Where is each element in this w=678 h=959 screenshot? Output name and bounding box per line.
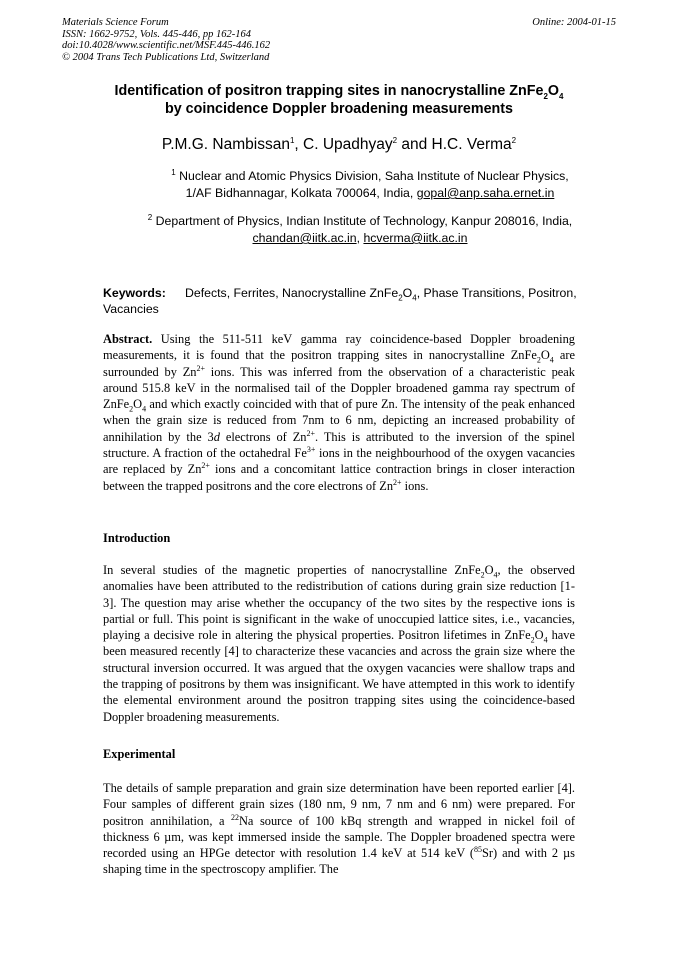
body-text: In several studies of the magnetic properties of nanocrystalline ZnFe (103, 563, 481, 577)
paper-title (60, 82, 618, 118)
copyright-line: © 2004 Trans Tech Publications Ltd, Switzerland (62, 51, 270, 63)
body-text: , the observed anomalies have been attributed to the redistribution of cations during grain size reduction [1-3]. The question may arise whether the occupancy of the two sites by the respective ions is partial or full. This point is significant in the wake of unoccupied lattice sites, i.e., vacancies, playing a decisive role in altering the physical properties. Positron lifetimes in ZnFe (103, 563, 575, 643)
body-text: The details of sample preparation and grain size determination have been reported earlier [4]. Four samples of different grain sizes (180 nm, 9 nm, 7 nm and 6 nm) were prepared. For positron annihilation, a (103, 781, 575, 828)
abstract-text: ions. This was inferred from the observation of a characteristic peak around 515.8 keV in the normalised tail of the Doppler broadened gamma ray spectrum of ZnFe (103, 364, 575, 412)
journal-header (62, 17, 270, 63)
keywords-text: , Phase Transitions, Positron, Vacancies (103, 286, 577, 316)
abstract-label: Abstract. (103, 332, 153, 346)
body-text: O (484, 563, 494, 577)
experimental-paragraph (103, 780, 575, 878)
author-list (60, 135, 618, 155)
affiliation-text: 1/AF Bidhannagar, Kolkata 700064, India, (185, 186, 417, 200)
section-heading-introduction: Introduction (103, 531, 171, 545)
keywords-text: O (402, 286, 413, 300)
superscript: 85 (474, 845, 482, 855)
subscript: 2 (398, 293, 403, 303)
superscript: 22 (230, 812, 239, 822)
superscript: 3+ (306, 444, 316, 454)
affiliation-mark: 2 (392, 135, 398, 145)
abstract-text: Using the 511-511 keV gamma ray coincidence-based Doppler broadening measurements, it is found that the positron trapping sites in nanocrystalline ZnFe (103, 332, 575, 363)
abstract-text: O (540, 348, 550, 363)
subscript: 4 (543, 635, 548, 645)
title-line-2: by coincidence Doppler broadening measurements (165, 101, 513, 117)
superscript: 2+ (196, 363, 205, 373)
abstract-text: ions in the neighbourhood of the oxygen vacancies are replaced by Zn (103, 446, 575, 477)
affiliation-text: Department of Physics, Indian Institute of Technology, Kanpur 208016, India, (152, 214, 573, 228)
affiliation-line (100, 230, 620, 247)
affiliation-mark: 1 (289, 135, 295, 145)
subscript: 4 (549, 355, 554, 365)
keywords-label: Keywords: (103, 286, 166, 300)
subscript: 2 (530, 635, 535, 645)
keywords (103, 285, 583, 317)
subscript: 2 (480, 570, 485, 580)
superscript: 2+ (306, 428, 316, 438)
abstract-text: and which exactly coincided with that of pure Zn. The intensity of the peak enhanced when the grain size is reduced from 7nm to 6 nm, depicting an increased probability of annihilation by the 3 (103, 397, 575, 444)
affiliation-1 (150, 168, 590, 202)
author-name: and H.C. Verma (397, 136, 512, 153)
online-date: Online: 2004-01-15 (532, 17, 616, 28)
subscript: 2 (536, 355, 541, 365)
abstract (103, 331, 575, 494)
subscript: 2 (543, 91, 548, 101)
title-text: O (547, 83, 560, 99)
introduction-paragraph (103, 562, 575, 725)
abstract-text: d (213, 429, 220, 444)
affiliation-mark: 2 (511, 135, 517, 145)
affiliation-mark: 2 (147, 212, 153, 222)
body-text: have been measured recently [4] to characterize these vacancies and across the grain size where the structural inversion occurred. It was argued that the oxygen vacancies were shallow traps and the trapping of positrons by them was insignificant. We have attempted in this work to identify the elemental environment around the positron trapping sites using the coincidence-based Doppler broadening measurements. (103, 628, 575, 724)
title-text: Identification of positron trapping sites in nanocrystalline ZnFe (114, 83, 544, 99)
abstract-text: are surrounded by Zn (103, 348, 575, 379)
subscript: 4 (412, 293, 417, 303)
superscript: 2+ (201, 461, 210, 471)
affiliation-line (150, 185, 590, 202)
email-link[interactable]: hcverma@iitk.ac.in (363, 231, 468, 245)
body-text: O (534, 628, 544, 643)
section-heading-experimental: Experimental (103, 747, 176, 761)
affiliation-text: Nuclear and Atomic Physics Division, Saha Institute of Nuclear Physics, (175, 169, 569, 183)
abstract-text: . This is attributed to the inversion of the spinel structure. A fraction of the octahedral Fe (103, 429, 575, 461)
affiliation-line (100, 213, 620, 230)
affiliation-mark: 1 (171, 167, 176, 177)
subscript: 4 (142, 404, 147, 414)
affiliation-line (150, 168, 590, 185)
email-link[interactable]: gopal@anp.saha.ernet.in (416, 186, 555, 200)
journal-name: Materials Science Forum (62, 17, 169, 28)
abstract-text: ions and a concomitant lattice contraction brings in closer interaction between the trapped positrons and the core electrons of Zn (103, 462, 576, 493)
subscript: 4 (493, 570, 498, 580)
abstract-text: electrons of Zn (219, 429, 307, 444)
subscript: 2 (129, 404, 134, 414)
affiliation-2 (100, 213, 620, 247)
title-line-1 (60, 82, 618, 100)
superscript: 2+ (393, 477, 402, 487)
subscript: 4 (559, 91, 564, 101)
author-name: P.M.G. Nambissan (161, 136, 290, 153)
body-text: Sr) and with 2 µs shaping time in the spectroscopy amplifier. The (103, 846, 576, 877)
doi-line: doi:10.4028/www.scientific.net/MSF.445-446.162 (62, 40, 271, 51)
abstract-text: O (133, 397, 143, 412)
email-link[interactable]: chandan@iitk.ac.in (252, 231, 357, 245)
separator: , (356, 231, 364, 245)
author-name: , C. Upadhyay (294, 136, 393, 153)
body-text: Na source of 100 kBq strength and wrapped in nickel foil of thickness 6 µm, was kept immersed inside the sample. The Doppler broadened spectra were recorded using an HPGe detector with resolution 1.4 keV at 514 keV ( (103, 813, 575, 861)
abstract-text: ions. (401, 478, 429, 493)
issn-line: ISSN: 1662-9752, Vols. 445-446, pp 162-164 (62, 28, 251, 40)
keywords-text: Defects, Ferrites, Nanocrystalline ZnFe (185, 286, 399, 300)
